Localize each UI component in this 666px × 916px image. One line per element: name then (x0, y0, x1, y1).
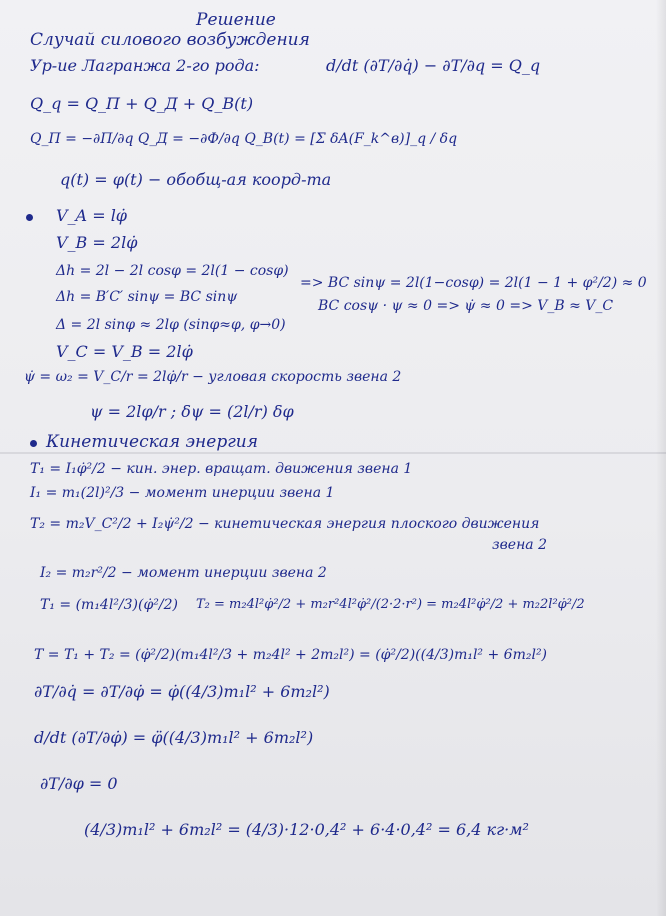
subtitle: Случай силового возбуждения (30, 30, 310, 50)
line-16: I₁ = m₁(2l)²/3 − момент инерции звена 1 (30, 485, 335, 501)
line-5: V_B = 2lφ̇ (56, 233, 138, 252)
line-17: T₂ = m₂V_C²/2 + I₂ψ̇²/2 − кинетическая энергия плоского движения (30, 516, 540, 532)
line-1: Q_q = Q_П + Q_Д + Q_В(t) (30, 94, 254, 113)
line-6: Δh = 2l − 2l cosφ = 2l(1 − cosφ) (56, 263, 289, 279)
line-23: ∂T/∂q̇ = ∂T/∂φ̇ = φ̇((4/3)m₁l² + 6m₂l²) (34, 682, 330, 701)
line-7: Δh = B′C′ sinψ = BC sinψ (56, 289, 238, 305)
section-heading: Кинетическая энергия (46, 432, 258, 452)
paper-edge (656, 0, 666, 916)
line-9: BC cosψ · ψ ≈ 0 => ψ̇ ≈ 0 => V_B ≈ V_C (318, 298, 614, 314)
page-title: Решение (196, 10, 276, 30)
line-8: => BC sinψ = 2l(1−cosφ) = 2l(1 − 1 + φ²/2) ≈ 0 (300, 275, 647, 291)
line-4: V_A = lφ̇ (56, 206, 128, 225)
line-21: T₂ = m₂4l²φ̇²/2 + m₂r²4l²φ̇²/(2·2·r²) = m₂4l²φ̇²/2 + m₂2l²φ̇²/2 (196, 597, 585, 612)
bullet-dot (26, 214, 33, 221)
line-3: q(t) = φ(t) − обобщ-ая коорд-та (60, 170, 332, 189)
lagrange-formula: d/dt (∂T/∂q̇) − ∂T/∂q = Q_q (326, 56, 541, 75)
paper-fold (0, 452, 666, 454)
line-20: T₁ = (m₁4l²/3)(φ̇²/2) (40, 597, 178, 613)
line-25: ∂T/∂φ = 0 (40, 774, 118, 793)
line-24: d/dt (∂T/∂φ̇) = φ̈((4/3)m₁l² + 6m₂l²) (34, 728, 314, 747)
line-26: (4/3)m₁l² + 6m₂l² = (4/3)·12·0,4² + 6·4·0,4² = 6,4 кг·м² (84, 820, 529, 839)
lagrange-label: Ур-ие Лагранжа 2-го рода: (30, 56, 260, 75)
line-12: ψ̇ = ω₂ = V_C/r = 2lφ̇/r − угловая скорость звена 2 (24, 369, 402, 385)
line-22: T = T₁ + T₂ = (φ̇²/2)(m₁4l²/3 + m₂4l² + 2m₂l²) = (φ̇²/2)((4/3)m₁l² + 6m₂l²) (34, 647, 548, 663)
line-19: I₂ = m₂r²/2 − момент инерции звена 2 (40, 565, 327, 581)
bullet-dot (30, 440, 37, 447)
line-13: ψ = 2lφ/r ; δψ = (2l/r) δφ (90, 402, 294, 421)
line-11: V_C = V_B = 2lφ̇ (56, 342, 193, 361)
line-2: Q_П = −∂П/∂q Q_Д = −∂Ф/∂q Q_В(t) = [Σ δA(F_k^в)]_q / δq (30, 131, 458, 147)
line-15: T₁ = I₁φ̇²/2 − кин. энер. вращат. движения звена 1 (30, 461, 413, 477)
line-18: звена 2 (492, 537, 547, 553)
line-10: Δ = 2l sinφ ≈ 2lφ (sinφ≈φ, φ→0) (56, 317, 286, 333)
